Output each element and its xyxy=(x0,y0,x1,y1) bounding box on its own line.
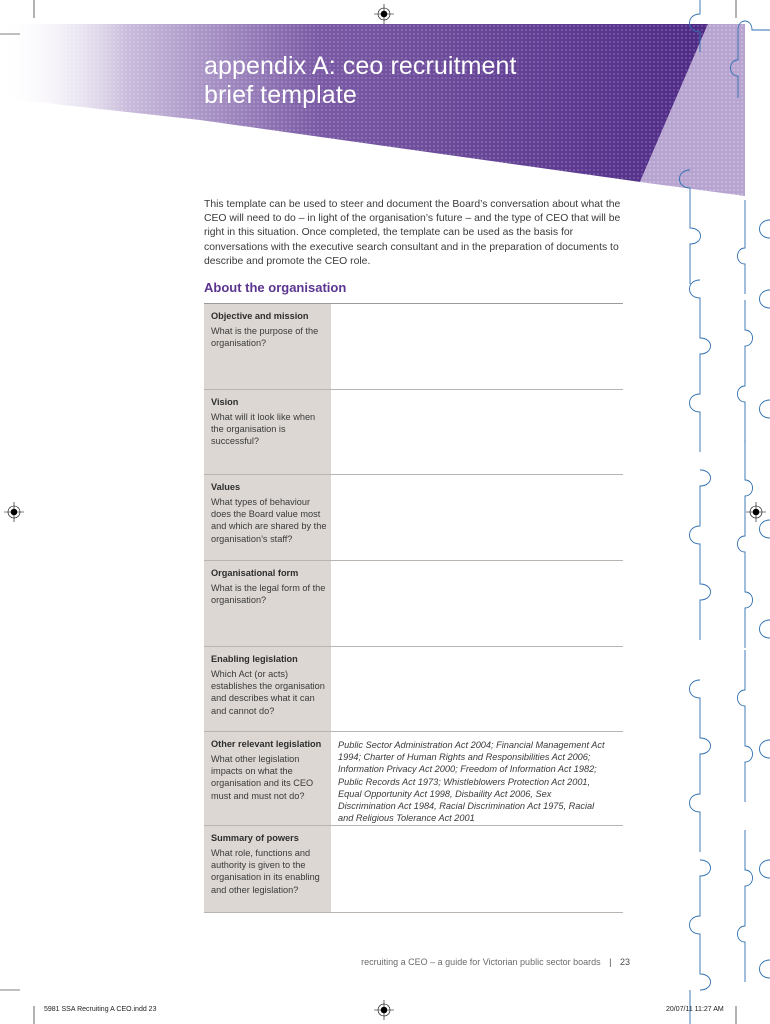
row-label: Summary of powers xyxy=(211,833,299,843)
row-label: Vision xyxy=(211,397,239,407)
page-title-line-2: brief template xyxy=(204,81,357,109)
table-row xyxy=(204,390,623,475)
intro-paragraph: This template can be used to steer and document the Board’s conversation about what the CEO will need to do – in light of the organisation’s future – and the type of CEO that will be right in this situation. Once completed, the template can be used as the basis for conversations with the executive search consultant and in the preparation of documents to describe and promote the CEO role. xyxy=(204,199,621,267)
row-question: What is the purpose of the organisation? xyxy=(211,326,319,349)
row-question: What is the legal form of the organisation? xyxy=(211,583,326,606)
footer-separator: | xyxy=(609,957,612,967)
registration-mark-bottom xyxy=(374,1000,394,1020)
row-question: What types of behaviour does the Board value most and which are shared by the organisation’s staff? xyxy=(211,497,327,544)
row-question: What will it look like when the organisation is successful? xyxy=(211,412,316,447)
row-label: Organisational form xyxy=(211,568,299,578)
row-label: Other relevant legislation xyxy=(211,739,322,749)
footer-text: recruiting a CEO – a guide for Victorian public sector boards xyxy=(361,957,601,967)
table-row xyxy=(204,647,623,732)
row-question: Which Act (or acts) establishes the organisation and describes what it can and cannot do? xyxy=(211,669,325,716)
row-label-cell xyxy=(204,390,331,474)
organisation-table xyxy=(204,303,623,913)
section-title: About the organisation xyxy=(204,280,347,295)
row-answer-cell[interactable] xyxy=(331,561,623,646)
page-title xyxy=(204,52,674,110)
page-title-line-1: appendix A: ceo recruitment xyxy=(204,52,517,80)
row-answer-cell[interactable] xyxy=(331,304,623,389)
row-label-cell xyxy=(204,561,331,646)
row-label: Enabling legislation xyxy=(211,654,298,664)
row-question: What role, functions and authority is given to the organisation in its enabling and other legislation? xyxy=(211,848,320,895)
row-answer: Public Sector Administration Act 2004; Financial Management Act 1994; Charter of Human Rights and Responsibilities Act 2006; Information Privacy Act 2000; Freedom of Information Act 1982; Public Records Act 1973; Whistleblowers Protection Act 2001, Equal Opportunity Act 1998, Disbaility Act 2006, Sex Discrimination Act 1984, Racial Discrimination Act 1975, Racial and Religious Tolerance Act 2001 xyxy=(338,740,605,824)
table-row xyxy=(204,826,623,913)
table-row xyxy=(204,304,623,390)
row-answer-cell[interactable] xyxy=(331,732,623,825)
row-label: Objective and mission xyxy=(211,311,309,321)
row-label-cell xyxy=(204,475,331,560)
row-question: What other legislation impacts on what the organisation and its CEO must and must not do? xyxy=(211,754,314,801)
print-slug-timestamp: 20/07/11 11:27 AM xyxy=(666,1006,724,1013)
row-answer-cell[interactable] xyxy=(331,475,623,560)
registration-mark-right xyxy=(746,502,766,522)
registration-mark-left xyxy=(4,502,24,522)
row-answer-cell[interactable] xyxy=(331,647,623,731)
print-slug-filename: 5981 SSA Recruiting A CEO.indd 23 xyxy=(44,1006,157,1013)
row-label: Values xyxy=(211,482,241,492)
row-answer-cell[interactable] xyxy=(331,390,623,474)
page-footer xyxy=(340,957,630,967)
row-label-cell xyxy=(204,304,331,389)
row-answer-cell[interactable] xyxy=(331,826,623,912)
row-label-cell xyxy=(204,732,331,825)
row-label-cell xyxy=(204,647,331,731)
table-row xyxy=(204,732,623,826)
row-label-cell xyxy=(204,826,331,912)
page-number: 23 xyxy=(619,957,630,967)
registration-mark-top xyxy=(374,4,394,24)
table-row xyxy=(204,561,623,647)
table-row xyxy=(204,475,623,561)
